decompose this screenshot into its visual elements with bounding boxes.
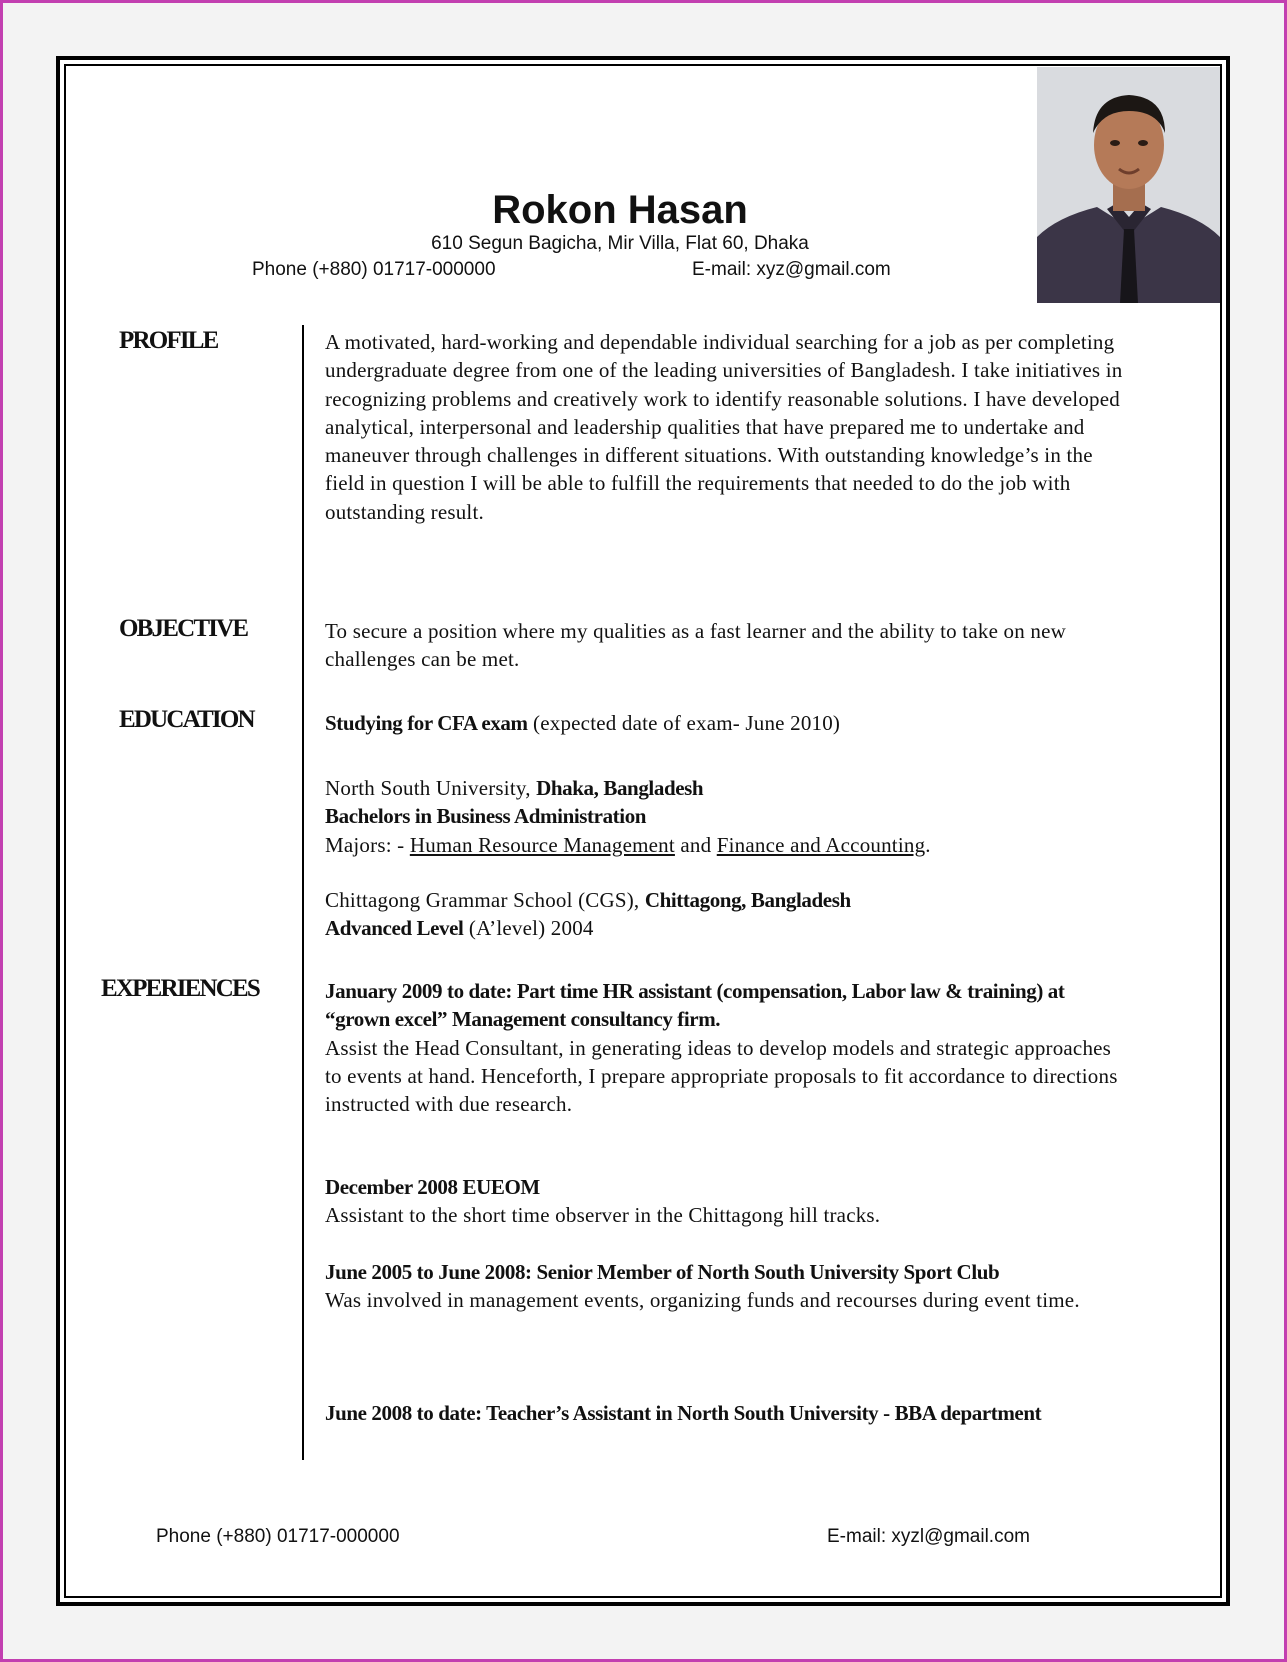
majors-and: and (674, 832, 717, 857)
experience-title: December 2008 EUEOM (325, 1175, 540, 1199)
experience-title: June 2008 to date: Teacher’s Assistant in North South University - BBA department (325, 1401, 1042, 1425)
footer-email: E-mail: xyzl@gmail.com (827, 1526, 1030, 1547)
header-email: E-mail: xyz@gmail.com (692, 259, 891, 280)
experience-item (325, 977, 1125, 1118)
experience-item (325, 1258, 1125, 1315)
footer-phone: Phone (+880) 01717-000000 (156, 1526, 400, 1547)
nsu-degree: Bachelors in Business Administration (325, 804, 647, 829)
education-cfa (325, 709, 1125, 737)
majors-end: . (925, 832, 931, 857)
top-accent-border (0, 0, 1287, 3)
nsu-name: North South University, (325, 776, 537, 800)
major-finance: Finance and Accounting (716, 832, 926, 857)
candidate-name: Rokon Hasan (492, 188, 748, 232)
section-divider-line (302, 325, 304, 1460)
section-heading-experiences: EXPERIENCES (101, 975, 260, 1002)
header-phone: Phone (+880) 01717-000000 (252, 259, 496, 280)
profile-paragraph: A motivated, hard-working and dependable individual searching for a job as per completing undergraduate degree from one of the leading universities of Bangladesh. I take initiatives in recognizing problems and creatively work to identify reasonable solutions. I have developed analytical, interpersonal and leadership qualities that have prepared me to undertake and maneuver through challenges in different situations. With outstanding knowledge’s in the field in question I will be able to fulfill the requirements that needed to do the job with outstanding result. (325, 330, 1123, 524)
cgs-location: Chittagong, Bangladesh (644, 888, 851, 912)
cfa-note: (expected date of exam- June 2010) (527, 711, 841, 735)
left-accent-border (0, 0, 3, 1662)
section-heading-profile: PROFILE (119, 327, 218, 354)
experience-description: Was involved in management events, organizing funds and recourses during event time. (325, 1288, 1080, 1313)
section-heading-objective: OBJECTIVE (119, 615, 248, 642)
education-nsu (325, 774, 1125, 859)
profile-photo (1037, 67, 1220, 303)
majors-prefix: Majors: - (325, 832, 410, 857)
experience-description: Assist the Head Consultant, in generating ideas to develop models and strategic approaches to events at hand. Henceforth, I prepare appropriate proposals to fit accordance to directions instructed with due research. (325, 1035, 1118, 1117)
cgs-level: Advanced Level (325, 916, 464, 941)
experience-item (325, 1399, 1125, 1427)
major-hrm: Human Resource Management (409, 832, 675, 857)
experience-item (325, 1173, 1125, 1230)
experience-title: June 2005 to June 2008: Senior Member of North South University Sport Club (325, 1260, 1000, 1284)
objective-paragraph: To secure a position where my qualities as a fast learner and the ability to take on new challenges can be met. (325, 619, 1066, 672)
experience-description: Assistant to the short time observer in the Chittagong hill tracks. (325, 1203, 881, 1228)
education-cgs (325, 886, 1125, 943)
section-heading-education: EDUCATION (119, 706, 254, 733)
header-address: 610 Segun Bagicha, Mir Villa, Flat 60, Dhaka (431, 233, 809, 254)
cgs-name: Chittagong Grammar School (CGS), (325, 888, 645, 912)
experience-title: January 2009 to date: Part time HR assistant (compensation, Labor law & training) at “grown excel” Management consultancy firm. (325, 979, 1065, 1032)
cgs-note: (A’level) 2004 (463, 916, 594, 941)
cfa-title: Studying for CFA exam (325, 711, 528, 735)
nsu-location: Dhaka, Bangladesh (536, 776, 704, 800)
